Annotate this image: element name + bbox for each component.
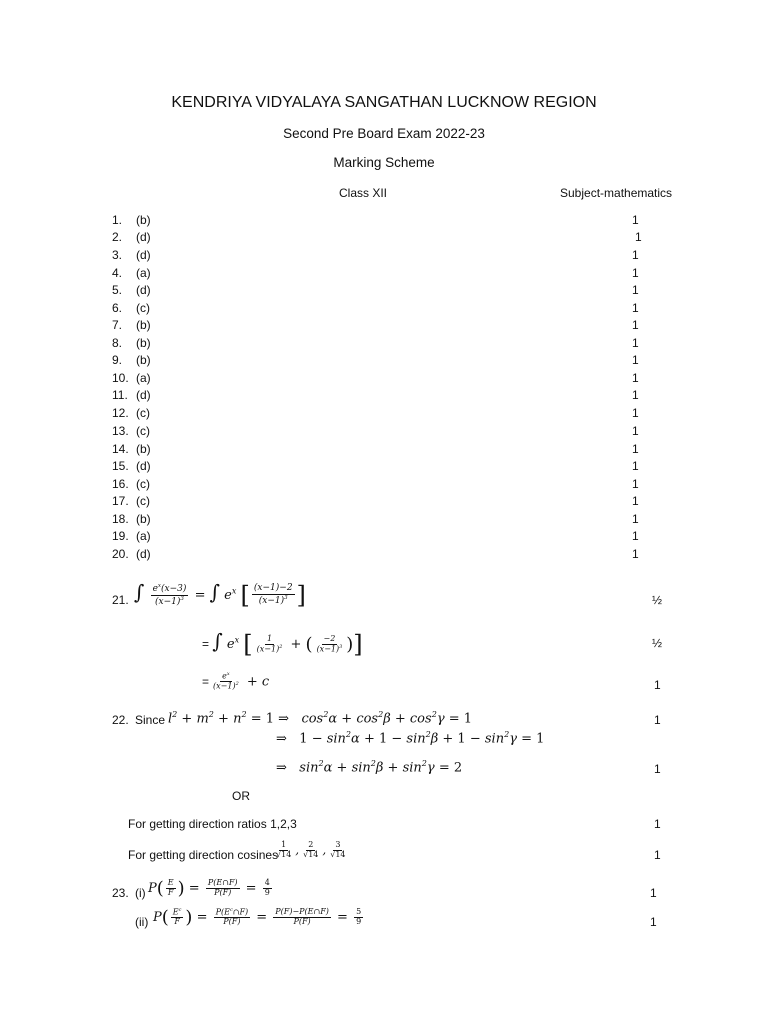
- question-number: 4.: [112, 266, 123, 280]
- question-number: 18.: [112, 512, 129, 526]
- mcq-row: [0, 406, 768, 423]
- question-number: 17.: [112, 494, 129, 508]
- question-number: 12.: [112, 406, 129, 420]
- mcq-row: [0, 388, 768, 405]
- q23-part-ii: (ii): [135, 915, 149, 929]
- question-number: 6.: [112, 301, 123, 315]
- subject-label: Subject-mathematics: [560, 186, 673, 200]
- direction-cosines-marks: 1: [654, 848, 661, 862]
- q22-marks-2: 1: [654, 762, 661, 776]
- q21-step3: = $\frac{e^x}{(x-1)^2}$ + c: [202, 671, 270, 692]
- mcq-row: [0, 283, 768, 300]
- q23-part-i-formula: P( $\frac{E}{F}$ ) = $\frac{P(E\cap F)}{P(F)}$ = $\frac{4}{9}$: [148, 878, 270, 899]
- marks: 1: [632, 371, 639, 385]
- marks: 1: [632, 248, 639, 262]
- marks: 1: [632, 283, 639, 297]
- answer-option: (b): [136, 353, 151, 367]
- marks: 1: [632, 318, 639, 332]
- marks: 1: [632, 442, 639, 456]
- marks: 1: [632, 213, 639, 227]
- question-number: 13.: [112, 424, 129, 438]
- mcq-row: [0, 529, 768, 546]
- answer-option: (a): [136, 371, 151, 385]
- marks: 1: [632, 301, 639, 315]
- answer-option: (b): [136, 336, 151, 350]
- mcq-row: [0, 494, 768, 511]
- direction-cosines-label: For getting direction cosines: [128, 848, 279, 862]
- answer-option: (d): [136, 547, 151, 561]
- q21-step1: ∫ $\frac{e^x(x-3)}{(x-1)^3}$ = ∫ $e^x$ [ $\frac{(x-1)-2}{(x-1)^3}$ ]: [134, 580, 306, 610]
- answer-option: (b): [136, 318, 151, 332]
- mcq-row: [0, 266, 768, 283]
- q22-line3: ⇒ $\sin^2\alpha + \sin^2\beta + \sin^2\gamma = 2$: [276, 759, 463, 776]
- answer-option: (c): [136, 477, 150, 491]
- answer-option: (d): [136, 283, 151, 297]
- direction-cosines-values: $\frac{1}{√14}$ , $\frac{2}{√14}$ , $\frac{3}{√14}$: [276, 840, 346, 859]
- question-number: 5.: [112, 283, 123, 297]
- mcq-row: [0, 336, 768, 353]
- question-number: 14.: [112, 442, 129, 456]
- mcq-row: [0, 301, 768, 318]
- marks: 1: [632, 459, 639, 473]
- direction-cosines-text: [128, 848, 278, 862]
- q23-part-i: (i): [135, 886, 146, 900]
- mcq-row: [0, 230, 768, 247]
- question-number: 19.: [112, 529, 129, 543]
- mcq-row: [0, 353, 768, 370]
- answer-option: (d): [136, 230, 151, 244]
- mcq-row: [0, 459, 768, 476]
- mcq-row: [0, 477, 768, 494]
- mcq-row: [0, 371, 768, 388]
- answer-option: (c): [136, 494, 150, 508]
- marks: 1: [632, 494, 639, 508]
- question-number: 2.: [112, 230, 123, 244]
- answer-option: (c): [136, 424, 150, 438]
- question-number: 1.: [112, 213, 123, 227]
- q22-line2: ⇒ $1 - \sin^2\alpha + 1 - \sin^2\beta + 1 - \sin^2\gamma = 1$: [276, 730, 545, 747]
- q21-marks-3: 1: [654, 678, 661, 692]
- mcq-row: [0, 442, 768, 459]
- direction-ratios-text: For getting direction ratios 1,2,3: [128, 817, 297, 831]
- q21-marks-2: ½: [652, 636, 663, 650]
- q21-step2: = ∫ $e^x$ [ $\frac{1}{(x-1)^2}$ + ( $\frac{-2}{(x-1)^3}$ )]: [202, 629, 363, 659]
- mcq-row: [0, 512, 768, 529]
- q22-line1: $l^2 + m^2 + n^2 = 1$ ⇒ $\cos^2\alpha + \cos^2\beta + \cos^2\gamma = 1$: [168, 710, 473, 727]
- answer-option: (b): [136, 442, 151, 456]
- question-number: 10.: [112, 371, 129, 385]
- question-number: 11.: [112, 388, 128, 402]
- q22-marks-1: 1: [654, 713, 661, 727]
- marks: 1: [632, 336, 639, 350]
- marks: 1: [632, 266, 639, 280]
- answer-option: (c): [136, 301, 150, 315]
- marking-scheme-label: Marking Scheme: [333, 155, 435, 170]
- q22-number: 22.: [112, 713, 129, 727]
- question-number: 9.: [112, 353, 123, 367]
- mcq-row: [0, 318, 768, 335]
- answer-option: (b): [136, 512, 151, 526]
- marks: 1: [632, 424, 639, 438]
- mcq-row: [0, 213, 768, 230]
- mcq-row: [0, 248, 768, 265]
- marks: 1: [632, 512, 639, 526]
- q21-marks-1: ½: [652, 593, 663, 607]
- class-label: Class XII: [339, 186, 388, 200]
- answer-option: (b): [136, 213, 151, 227]
- or-separator: OR: [232, 789, 250, 803]
- q23-marks-1: 1: [650, 886, 657, 900]
- answer-option: (d): [136, 459, 151, 473]
- document-title: KENDRIYA VIDYALAYA SANGATHAN LUCKNOW REGION: [171, 94, 597, 111]
- answer-option: (a): [136, 266, 151, 280]
- marks: 1: [632, 353, 639, 367]
- q23-marks-2: 1: [650, 915, 657, 929]
- q21-number: 21.: [112, 593, 129, 607]
- marks: 1: [632, 529, 639, 543]
- marks: 1: [632, 406, 639, 420]
- answer-option: (a): [136, 529, 151, 543]
- mcq-row: [0, 547, 768, 564]
- question-number: 8.: [112, 336, 123, 350]
- answer-option: (d): [136, 388, 151, 402]
- marks: 1: [632, 547, 639, 561]
- question-number: 20.: [112, 547, 129, 561]
- answer-option: (d): [136, 248, 151, 262]
- answer-option: (c): [136, 406, 150, 420]
- question-number: 15.: [112, 459, 129, 473]
- marks: 1: [632, 388, 639, 402]
- direction-ratios-marks: 1: [654, 817, 661, 831]
- exam-name: Second Pre Board Exam 2022-23: [283, 126, 485, 141]
- marks: 1: [632, 477, 639, 491]
- question-number: 7.: [112, 318, 123, 332]
- q23-part-ii-formula: P( $\frac{E^c}{F}$ ) = $\frac{P(E^c\cap F)}{P(F)}$ = $\frac{P(F)-P(E\cap F)}{P(F)}$ = $\frac{5}{9}$: [153, 906, 362, 928]
- question-number: 3.: [112, 248, 123, 262]
- marks: 1: [635, 230, 642, 244]
- question-number: 16.: [112, 477, 129, 491]
- mcq-row: [0, 424, 768, 441]
- q22-since: Since: [135, 713, 166, 727]
- q23-number: 23.: [112, 886, 129, 900]
